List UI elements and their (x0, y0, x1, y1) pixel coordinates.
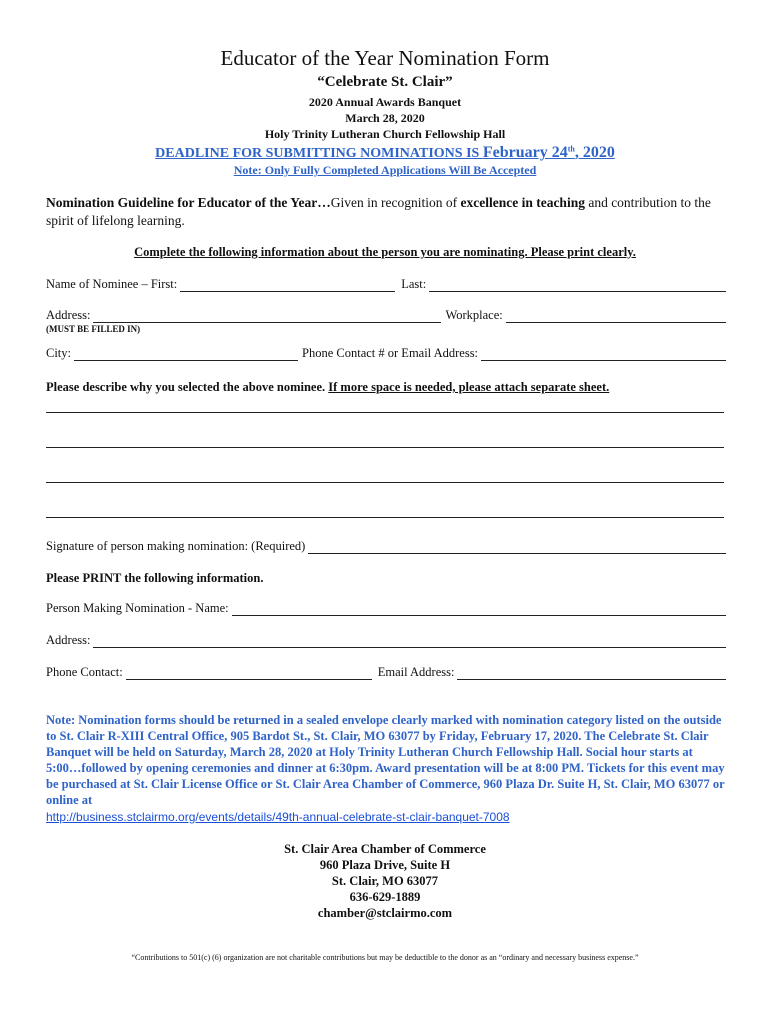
nominator-email-field[interactable] (457, 667, 726, 680)
address-field[interactable] (93, 310, 441, 323)
chamber-email: chamber@stclairmo.com (317, 906, 453, 920)
workplace-field[interactable] (506, 310, 726, 323)
chamber-name: St. Clair Area Chamber of Commerce (284, 842, 486, 856)
chamber-city: St. Clair, MO 63077 (331, 874, 439, 888)
describe-prompt (46, 380, 609, 395)
first-name-field[interactable] (180, 279, 395, 292)
describe-note: If more space is needed, please attach separate sheet. (328, 380, 610, 394)
deadline-prefix: DEADLINE FOR SUBMITTING NOMINATIONS IS (155, 146, 483, 161)
address-label: Address: (46, 308, 91, 322)
city-label: City: (46, 346, 72, 360)
chamber-phone: 636-629-1889 (349, 890, 421, 904)
nominator-address-label: Address: (46, 633, 91, 647)
description-line-3[interactable] (46, 482, 724, 483)
nominator-phone-field[interactable] (126, 667, 372, 680)
nominator-address-row (46, 633, 726, 648)
city-phone-row (46, 346, 726, 361)
guideline-paragraph (46, 194, 726, 230)
nominator-name-field[interactable] (232, 603, 726, 616)
instructions: Complete the following information about the person you are nominating. Please print clearly. (134, 245, 636, 259)
nominator-address-field[interactable] (93, 635, 726, 648)
guideline-text1: Given in recognition of (330, 195, 461, 210)
nominee-name-row (46, 277, 726, 292)
chamber-street: 960 Plaza Drive, Suite H (319, 858, 451, 872)
deadline-banner (0, 144, 770, 162)
signature-field[interactable] (308, 541, 726, 554)
event-subtitle: “Celebrate St. Clair” (317, 74, 453, 90)
banquet-venue: Holy Trinity Lutheran Church Fellowship Hall (264, 127, 506, 141)
deadline-date: February 24 (482, 144, 568, 161)
guideline-label: Nomination Guideline for Educator of the Year… (46, 195, 331, 210)
banquet-link[interactable]: http://business.stclairmo.org/events/details/49th-annual-celebrate-st-clair-banquet-7008 (46, 810, 510, 824)
banquet-date: March 28, 2020 (345, 111, 425, 125)
completed-note: Note: Only Fully Completed Applications Will Be Accepted (233, 163, 537, 177)
workplace-label: Workplace: (445, 308, 503, 322)
must-fill-note: (MUST BE FILLED IN) (46, 324, 141, 334)
deadline-year: , 2020 (574, 144, 615, 161)
description-line-1[interactable] (46, 412, 724, 413)
nominator-name-row (46, 601, 726, 616)
form-title: Educator of the Year Nomination Form (220, 46, 550, 70)
first-name-label: Name of Nominee – First: (46, 277, 178, 291)
guideline-text2: and contribution to the spirit of lifelong learning. (46, 195, 711, 228)
city-field[interactable] (74, 348, 298, 361)
banquet-name: 2020 Annual Awards Banquet (308, 95, 462, 109)
footnote: “Contributions to 501(c) (6) organization are not charitable contributions but may be deductible to the donor as an “ordinary and necessary business expense.” (131, 953, 639, 962)
address-workplace-row (46, 308, 726, 323)
nominator-phone-label: Phone Contact: (46, 665, 123, 679)
last-name-field[interactable] (429, 279, 726, 292)
nominator-name-label: Person Making Nomination - Name: (46, 601, 229, 615)
description-line-4[interactable] (46, 517, 724, 518)
describe-text: Please describe why you selected the above nominee. (46, 380, 329, 394)
submission-note: Note: Nomination forms should be returned in a sealed envelope clearly marked with nomination category listed on the outside to St. Clair R-XIII Central Office, 905 Bardot St., St. Clair, MO 63077 by Friday, February 17, 2020. The Celebrate St. Clair Banquet will be held on Saturday, March 28, 2020 at Holy Trinity Lutheran Church Fellowship Hall. Social hour starts at 5:00…followed by opening ceremonies and dinner at 6:30pm. Award presentation will be at 8:00 PM. Tickets for this event may be purchased at St. Clair License Office or St. Clair Area Chamber of Commerce, 960 Plaza Dr. Suite H, St. Clair, MO 63077 or online at (46, 713, 725, 807)
deadline-sup: th (567, 144, 575, 154)
nominator-contact-row (46, 665, 726, 680)
print-info-heading: Please PRINT the following information. (46, 571, 264, 585)
guideline-emphasis: excellence in teaching (460, 195, 585, 210)
signature-label: Signature of person making nomination: (Required) (46, 539, 306, 553)
phone-email-label: Phone Contact # or Email Address: (302, 346, 479, 360)
description-line-2[interactable] (46, 447, 724, 448)
signature-row (46, 539, 726, 554)
nominator-email-label: Email Address: (377, 665, 455, 679)
phone-email-field[interactable] (481, 348, 726, 361)
last-name-label: Last: (401, 277, 427, 291)
